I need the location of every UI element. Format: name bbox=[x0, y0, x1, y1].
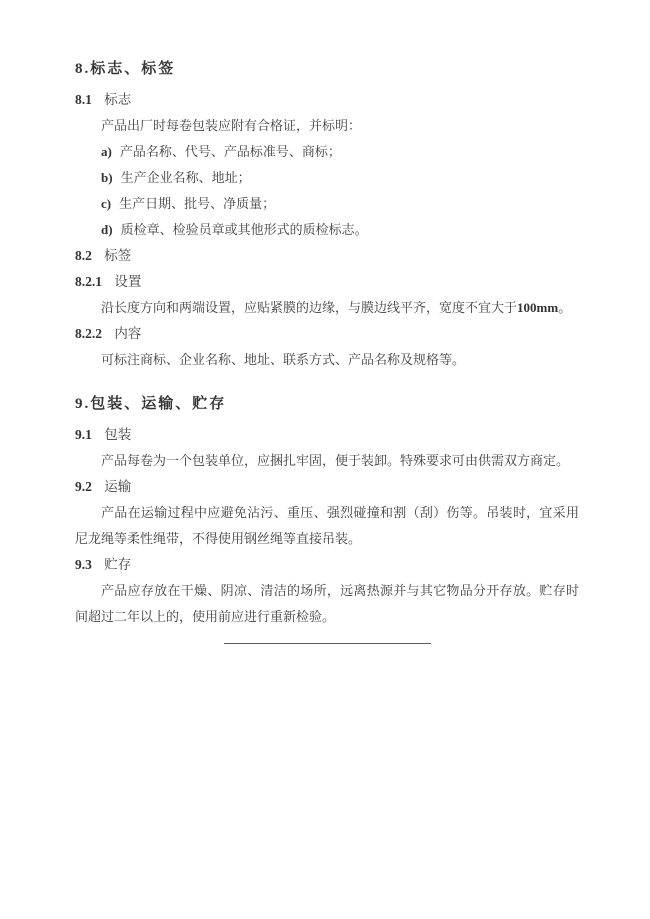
list-text: 产品名称、代号、产品标准号、商标； bbox=[119, 144, 341, 159]
clause-title: 设置 bbox=[114, 274, 142, 289]
list-text: 生产企业名称、地址； bbox=[120, 170, 251, 185]
clause-heading-9-2 bbox=[75, 474, 579, 500]
clause-heading-8-2-1 bbox=[75, 269, 579, 295]
clause-heading-8-1 bbox=[75, 87, 579, 113]
clause-heading-8-2-2 bbox=[75, 321, 579, 347]
list-label: b) bbox=[101, 170, 113, 185]
clause-title: 贮存 bbox=[104, 557, 132, 572]
paragraph-8-1-intro: 产品出厂时每卷包装应附有合格证，并标明： bbox=[101, 118, 362, 133]
list-label: d) bbox=[101, 222, 113, 237]
clause-heading-8-2 bbox=[75, 243, 579, 269]
clause-title: 包装 bbox=[104, 427, 132, 442]
clause-title: 标签 bbox=[104, 248, 132, 263]
paragraph-9-1: 产品每卷为一个包装单位，应捆扎牢固，便于装卸。特殊要求可由供需双方商定。 bbox=[101, 453, 570, 468]
list-text: 生产日期、批号、净质量； bbox=[119, 196, 276, 211]
list-item-b bbox=[101, 165, 579, 191]
paragraph-text: 沿长度方向和两端设置，应贴紧膜的边缘，与膜边线平齐，宽度不宜大于 bbox=[101, 300, 518, 315]
list-text: 质检章、检验员章或其他形式的质检标志。 bbox=[120, 222, 368, 237]
paragraph-bold-value: 100mm bbox=[517, 300, 559, 315]
clause-number: 9.2 bbox=[75, 479, 92, 494]
clause-number: 8.1 bbox=[75, 92, 92, 107]
list-label: c) bbox=[101, 196, 112, 211]
paragraph-8-2-1 bbox=[75, 295, 579, 321]
paragraph-9-3: 产品应存放在干燥、阴凉、清洁的场所，远离热源并与其它物品分开存放。贮存时间超过二年以上的，使用前应进行重新检验。 bbox=[75, 583, 579, 624]
section-heading-8: 8.标志、标签 bbox=[75, 61, 176, 77]
clause-number: 8.2.2 bbox=[75, 326, 102, 341]
clause-number: 8.2.1 bbox=[75, 274, 102, 289]
list-item-d bbox=[101, 217, 579, 243]
end-of-document-rule bbox=[224, 643, 431, 644]
clause-heading-9-3 bbox=[75, 552, 579, 578]
list-item-c bbox=[101, 191, 579, 217]
clause-title: 运输 bbox=[104, 479, 132, 494]
clause-title: 标志 bbox=[104, 92, 132, 107]
clause-number: 9.3 bbox=[75, 557, 92, 572]
list-label: a) bbox=[101, 144, 112, 159]
clause-title: 内容 bbox=[114, 326, 142, 341]
paragraph-text: 。 bbox=[558, 300, 572, 315]
paragraph-8-2-2: 可标注商标、企业名称、地址、联系方式、产品名称及规格等。 bbox=[101, 352, 466, 367]
list-item-a bbox=[101, 139, 579, 165]
clause-number: 8.2 bbox=[75, 248, 92, 263]
paragraph-9-2: 产品在运输过程中应避免沾污、重压、强烈碰撞和割（刮）伤等。吊装时，宜采用尼龙绳等柔性绳带，不得使用钢丝绳等直接吊装。 bbox=[75, 505, 579, 546]
clause-number: 9.1 bbox=[75, 427, 92, 442]
section-heading-9: 9.包装、运输、贮存 bbox=[75, 396, 227, 412]
clause-heading-9-1 bbox=[75, 422, 579, 448]
